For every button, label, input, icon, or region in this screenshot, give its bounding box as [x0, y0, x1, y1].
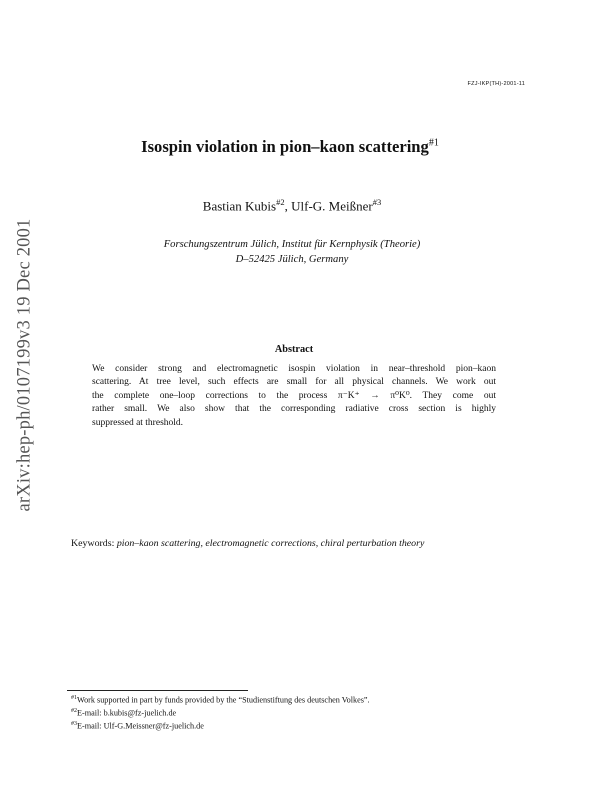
abstract-line: scattering. At tree level, such effects are small for all physical channels. We work out	[92, 377, 496, 388]
footnote	[71, 693, 370, 706]
author-footnote-mark: #2	[276, 197, 285, 207]
author-name: Ulf-G. Meißner	[291, 198, 373, 214]
affiliation-line: Forschungszentrum Jülich, Institut für Kernphysik (Theorie)	[163, 239, 421, 250]
footnote-mark: #1	[71, 695, 77, 701]
author-separator: ,	[284, 198, 292, 214]
affiliation-line: D–52425 Jülich, Germany	[235, 254, 349, 265]
author-name: Bastian Kubis	[202, 198, 277, 214]
title-text: Isospin violation in pion–kaon scattering	[141, 137, 429, 156]
arxiv-identifier: arXiv:hep-ph/0107199v3 19 Dec 2001	[14, 218, 35, 512]
abstract-body	[92, 363, 496, 430]
affiliation	[0, 237, 584, 267]
footnote-text: Work supported in part by funds provided by the “Studienstiftung des deutschen Volkes”.	[77, 695, 370, 705]
author-list	[0, 197, 584, 214]
keywords-label: Keywords:	[71, 538, 115, 549]
paper-title	[0, 137, 580, 157]
footnote-text: E-mail: Ulf-G.Meissner@fz-juelich.de	[77, 722, 204, 732]
author-footnote-mark: #3	[372, 197, 382, 207]
abstract-heading: Abstract	[274, 344, 314, 355]
keywords	[71, 538, 424, 549]
title-footnote-mark: #1	[428, 137, 439, 149]
footnote	[71, 706, 370, 719]
footnote-mark: #3	[71, 721, 77, 728]
footnote-divider	[67, 690, 248, 691]
footnote	[71, 719, 370, 732]
abstract-line: suppressed at threshold.	[92, 417, 184, 428]
footnote-mark: #2	[71, 708, 77, 715]
abstract-line: the complete one–loop corrections to the process π⁻K⁺ → π⁰K⁰. They come out	[92, 390, 496, 401]
footnote-text: E-mail: b.kubis@fz-juelich.de	[77, 708, 177, 718]
keywords-text: pion–kaon scattering, electromagnetic corrections, chiral perturbation theory	[116, 538, 425, 549]
report-number: FZJ-IKP(TH)-2001-11	[467, 81, 525, 87]
abstract-line: We consider strong and electromagnetic isospin violation in near–threshold pion–kaon	[92, 364, 496, 374]
abstract-line: rather small. We also show that the corresponding radiative cross section is highly	[92, 404, 496, 415]
footnotes	[71, 693, 370, 732]
